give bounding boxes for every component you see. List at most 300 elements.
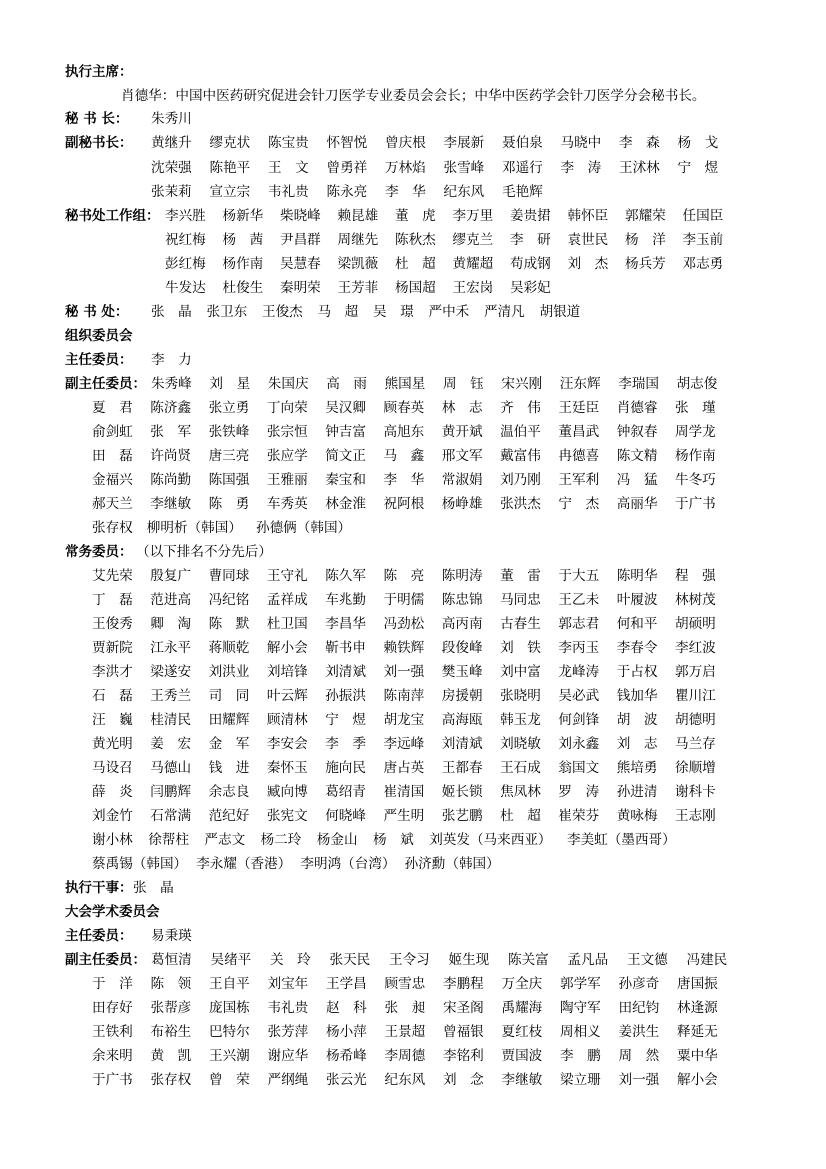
person-name: 李 鹏 [560,1048,601,1064]
person-name: 王芳菲 [337,280,379,296]
person-name: 王自平 [209,976,250,992]
person-name: 朱秀峰 [151,376,192,392]
section-label: 执行主席： [65,64,133,80]
person-name: 陈南萍 [383,688,425,704]
person-name: 黄耀超 [452,256,494,272]
person-name: 李永耀（香港） [196,856,292,872]
person-name: 陈明华 [616,568,658,584]
person-name: 林 志 [441,400,483,416]
person-name: 陈 勇 [208,496,250,512]
person-name: 吴必武 [558,688,600,704]
person-name: 宁 煜 [325,712,366,728]
person-name: 杨金山 [316,832,358,848]
person-name: 杨希峰 [326,1048,367,1064]
organizing-director-row [0,348,826,372]
person-name: 李展新 [443,135,485,151]
person-name: 张云光 [326,1072,367,1088]
person-name: 姜 宏 [150,736,192,752]
organizing-deputy-row [0,492,826,516]
person-name: 叶履波 [616,592,658,608]
person-name: 杜俊生 [222,280,264,296]
section-label: 副主任委员： [65,952,146,968]
person-name: 冯 猛 [616,472,658,488]
person-name: 曾庆根 [385,135,426,151]
person-name: 周继先 [337,232,379,248]
person-name: 顾春英 [383,400,425,416]
deputy-secretary-row [0,156,826,180]
chair-description: 肖德华：中国中医药研究促进会针刀医学专业委员会会长；中华中医药学会针刀医学分会秘书长。 [121,88,706,104]
person-name: 石 磊 [92,688,133,704]
person-name: 钱 进 [208,760,250,776]
person-name: 车秀英 [266,496,308,512]
person-name: 于占权 [616,664,658,680]
person-name: 孙进清 [616,784,658,800]
person-name: 张存权 [150,1072,192,1088]
person-name: 刘金竹 [92,808,133,824]
person-name: 陶守军 [560,1000,601,1016]
person-name: 刘 星 [209,376,251,392]
person-name: 王兴潮 [209,1048,250,1064]
organizing-deputy-row [0,420,826,444]
person-name: 于广书 [675,496,716,512]
person-name: 李瑞国 [618,376,659,392]
standing-committee-row [0,780,826,804]
person-name: 王俊秀 [92,616,133,632]
person-name: 马兰存 [675,736,716,752]
person-name: 李周德 [384,1048,426,1064]
person-name: 刘乃刚 [500,472,541,488]
person-name: 解小会 [266,640,308,656]
person-name: 黄开斌 [441,424,483,440]
academic-deputy-row [0,1068,826,1092]
person-name: 吴 璟 [373,304,414,320]
person-name: 董 雷 [500,568,541,584]
person-name: 王廷臣 [558,400,600,416]
person-name: 陈尚勤 [150,472,192,488]
person-name: 赖铁辉 [383,640,425,656]
person-name: 何晓峰 [325,808,366,824]
person-name: 胡志俊 [676,376,718,392]
executive-officer-row [0,876,826,900]
person-name: 严志文 [204,832,246,848]
person-name: 刘 念 [443,1072,484,1088]
person-name: 崔荣芬 [558,808,600,824]
person-name: 吴汉卿 [325,400,366,416]
section-label: 秘 书 处： [65,304,129,320]
person-name: 王乙未 [558,592,600,608]
person-name: 葛恒清 [151,952,192,968]
person-name: 古春生 [500,616,541,632]
person-name: 林逢源 [677,1000,718,1016]
person-name: 苟成钢 [510,256,551,272]
person-name: 王守礼 [266,568,308,584]
person-name: 李明鸿（台湾） [300,856,396,872]
person-name: 王文德 [627,952,668,968]
person-name: 刘 杰 [567,256,609,272]
person-name: 孙振洪 [325,688,366,704]
person-name: 宋圣阁 [443,1000,484,1016]
person-name: 曾 荣 [209,1072,250,1088]
person-name: 李铭利 [443,1048,484,1064]
academic-committee-title [0,900,826,924]
secretary-general-line [0,107,826,131]
person-name: 杨 斌 [373,832,414,848]
person-name: 杨二玲 [260,832,302,848]
standing-committee-row [0,564,826,588]
person-name: 陈忠锦 [441,592,483,608]
person-name: 纪东风 [443,184,485,200]
person-name: 冯建民 [686,952,728,968]
standing-committee-row [0,756,826,780]
person-name: 温伯平 [500,424,541,440]
section-label: 秘书处工作组： [65,208,160,224]
person-name: 刘一强 [383,664,425,680]
person-name: 刘晓敏 [500,736,541,752]
person-name: 张存权 [92,520,133,536]
person-name: 马晓中 [560,135,602,151]
person-name: 杨兵芳 [625,256,666,272]
person-name: 江永平 [150,640,192,656]
person-name: 宁 煜 [677,160,719,176]
person-name: 臧向博 [266,784,308,800]
person-name: 薛 炎 [92,784,133,800]
person-name: 赵 科 [326,1000,367,1016]
person-name: 吴绪平 [210,952,252,968]
person-name: 冉德喜 [558,448,600,464]
person-name: 姜洪生 [618,1024,660,1040]
person-name: 冯纪铭 [208,592,250,608]
person-name: 吴彩妃 [510,280,551,296]
person-name: 周 钰 [443,376,484,392]
person-name: 顾清林 [266,712,308,728]
person-name: 梁立珊 [560,1072,601,1088]
standing-committee-row [0,708,826,732]
person-name: 严生明 [383,808,425,824]
person-name: 简文正 [325,448,366,464]
person-name: 朱秀川 [151,111,192,127]
person-name: 郭万启 [675,664,716,680]
person-name: 吴慧春 [280,256,321,272]
person-name: 曾福银 [443,1024,484,1040]
person-name: 王石成 [500,760,541,776]
person-name: 许尚贤 [150,448,192,464]
person-name: 顾雪忠 [384,976,426,992]
organizing-committee-title [0,324,826,348]
person-name: 张帮彦 [150,1000,192,1016]
person-name: 缪克兰 [452,232,494,248]
person-name: 马同忠 [500,592,541,608]
person-name: 梁凯薇 [337,256,379,272]
person-name: 马 鑫 [383,448,425,464]
person-name: 陈明涛 [441,568,483,584]
person-name: 余来明 [92,1048,133,1064]
person-name: 焦凤林 [500,784,541,800]
person-name: 李 涛 [560,160,602,176]
person-name: 田耀辉 [208,712,250,728]
person-name: 邓遥行 [502,160,543,176]
organizing-deputy-row [0,396,826,420]
person-name: 韩怀臣 [567,208,609,224]
person-name: 肖德睿 [616,400,658,416]
person-name: 高丙南 [441,616,483,632]
person-name: 田 磊 [92,448,133,464]
person-name: 王学昌 [326,976,367,992]
person-name: 程 强 [675,568,716,584]
person-name: 柴晓峰 [280,208,321,224]
person-name: 粟中华 [677,1048,718,1064]
person-name: 纪东风 [384,1072,426,1088]
person-name: 张应学 [266,448,308,464]
person-name: 黄 凯 [150,1048,192,1064]
person-name: 刘洪业 [208,664,250,680]
person-name: 罗 涛 [558,784,600,800]
person-name: 周相义 [560,1024,601,1040]
person-name: 李继敏 [501,1072,543,1088]
section-label: 副主任委员： [65,376,146,392]
person-name: 刘中富 [500,664,541,680]
person-name: 张 晶 [151,304,192,320]
person-name: 张 昶 [384,1000,426,1016]
person-name: 邢文军 [441,448,483,464]
person-name: 李春令 [616,640,658,656]
person-name: 陈秋杰 [395,232,436,248]
person-name: 庞国栋 [209,1000,250,1016]
person-name: 高旭东 [383,424,425,440]
person-name: 黄光明 [92,736,133,752]
person-name: 唐占英 [383,760,425,776]
person-name: 王都春 [441,760,483,776]
person-name: 胡德明 [675,712,716,728]
person-name: 陈关富 [508,952,549,968]
person-name: 杜 超 [500,808,541,824]
person-name: 孟祥成 [266,592,308,608]
person-name: 李 研 [510,232,551,248]
person-name: 张 晶 [133,880,174,896]
person-name: 张晓明 [500,688,541,704]
person-name: 李昌华 [325,616,366,632]
person-name: 万全庆 [501,976,543,992]
person-name: 王俊杰 [262,304,303,320]
standing-committee-row [0,636,826,660]
person-name: 贾国波 [501,1048,543,1064]
person-name: 李美虹（墨西哥） [567,832,676,848]
person-name: 高丽华 [616,496,658,512]
person-name: 蔡禹锡（韩国） [92,856,188,872]
person-name: 陈济鑫 [150,400,192,416]
person-name: 刘英发（马来西亚） [429,832,552,848]
person-name: 何和平 [616,616,658,632]
person-name: 怀智悦 [326,135,368,151]
person-name: 曾勇祥 [326,160,368,176]
person-name: 夏红枝 [501,1024,543,1040]
organizing-deputy-row [0,444,826,468]
person-name: 钟吉富 [325,424,366,440]
person-name: 万林焰 [385,160,426,176]
person-name: 姜贵捃 [510,208,551,224]
person-name: 樊玉峰 [441,664,483,680]
person-name: 郭耀荣 [625,208,666,224]
person-name: 刘宝年 [267,976,309,992]
person-name: 冯劲松 [383,616,425,632]
person-name: 贾新院 [92,640,133,656]
person-name: 陈文精 [616,448,658,464]
person-name: 李 力 [151,352,192,368]
person-name: 陈 亮 [383,568,425,584]
person-name: 谢科卡 [675,784,716,800]
person-name: 孙济勳（韩国） [404,856,500,872]
person-name: 李继敏 [150,496,192,512]
academic-deputy-row [0,996,826,1020]
person-name: 刘 铁 [500,640,541,656]
person-name: 胡银道 [539,304,581,320]
person-name: 于 洋 [92,976,133,992]
deputy-secretary-row [0,180,826,204]
person-name: 胡硕明 [675,616,716,632]
section-label: 主任委员： [65,928,133,944]
person-name: 翁国文 [558,760,600,776]
person-name: 于广书 [92,1072,133,1088]
person-name: 熊培勇 [616,760,658,776]
person-name: 杨 洋 [625,232,666,248]
secretariat-row [0,300,826,324]
standing-committee-heading [0,540,826,564]
standing-committee-row [0,732,826,756]
secretariat-group-row [0,276,826,300]
person-name: 易秉瑛 [151,928,192,944]
person-name: 张茉莉 [151,184,192,200]
academic-deputy-row [0,948,826,972]
person-name: 孙彦奇 [618,976,660,992]
person-name: 唐国振 [677,976,718,992]
person-name: 高海瓯 [441,712,483,728]
person-name: 杨作南 [675,448,716,464]
person-name: 林树茂 [675,592,716,608]
academic-deputy-row [0,1020,826,1044]
person-name: 瞿川江 [675,688,716,704]
section-label: 主任委员： [65,352,133,368]
person-name: 梁遂安 [150,664,192,680]
person-name: 胡龙宝 [383,712,425,728]
person-name: 齐 伟 [500,400,541,416]
person-name: 刘清斌 [325,664,366,680]
section-label: 秘 书 长： [65,111,129,127]
person-name: 秦明荣 [280,280,321,296]
person-name: 刘清斌 [441,736,483,752]
person-name: 牛冬巧 [675,472,716,488]
person-name: 郝天兰 [92,496,133,512]
standing-committee-row [0,804,826,828]
person-name: 金福兴 [92,472,133,488]
person-name: 张芳萍 [267,1024,309,1040]
person-name: 何剑锋 [558,712,600,728]
section-label: 执行干事： [65,880,133,896]
person-name: 俞剑虹 [92,424,133,440]
person-name: 桂清民 [150,712,192,728]
person-name: 谢小林 [92,832,133,848]
person-name: 刘 志 [616,736,658,752]
person-name: 黄咏梅 [616,808,658,824]
academic-deputy-row [0,1044,826,1068]
standing-committee-row [0,588,826,612]
person-name: 宋兴刚 [501,376,543,392]
person-name: 杨 茜 [222,232,264,248]
person-name: 马 超 [317,304,359,320]
person-name: 马德山 [150,760,192,776]
person-name: 李洪才 [92,664,133,680]
person-name: 余志良 [208,784,250,800]
person-name: 范纪好 [208,808,250,824]
person-name: 刘一强 [618,1072,660,1088]
standing-committee-row [0,660,826,684]
person-name: 韦礼贵 [268,184,309,200]
person-name: 龙峰涛 [558,664,600,680]
person-name: 于明儒 [383,592,425,608]
person-name: 常淑娟 [441,472,483,488]
person-name: 严纲绳 [267,1072,309,1088]
person-name: 李 华 [385,184,426,200]
person-name: 李 华 [383,472,425,488]
person-name: 刘永鑫 [558,736,600,752]
person-name: 汪 巍 [92,712,133,728]
person-name: 李红波 [675,640,716,656]
person-name: 范进高 [150,592,192,608]
person-name: 张宪文 [266,808,308,824]
executive-chair-line [0,84,826,108]
person-name: 秦怀玉 [266,760,308,776]
person-name: 李 森 [619,135,660,151]
person-name: 陈国强 [208,472,250,488]
person-name: 张铁峰 [208,424,250,440]
person-name: 钱加华 [616,688,658,704]
academic-director-row [0,924,826,948]
person-name: 葛绍青 [325,784,366,800]
person-name: 杨峥雄 [441,496,483,512]
person-name: 杨国超 [395,280,436,296]
person-name: 丁 磊 [92,592,133,608]
section-label: 副秘书长： [65,135,133,151]
person-name: 陈永亮 [326,184,368,200]
person-name: 王令习 [389,952,430,968]
person-name: 徐顺增 [675,760,716,776]
person-name: 王雅丽 [266,472,308,488]
secretariat-group-row [0,252,826,276]
person-name: 姬生现 [448,952,490,968]
person-name: 唐三亮 [208,448,250,464]
person-name: 朱国庆 [267,376,309,392]
academic-deputy-row [0,972,826,996]
person-name: 林金淮 [325,496,366,512]
person-name: 周学龙 [675,424,716,440]
organizing-deputy-row [0,372,826,396]
person-name: 张艺鹏 [441,808,483,824]
person-name: 金 军 [208,736,250,752]
person-name: 韩玉龙 [500,712,541,728]
person-name: 于大五 [558,568,600,584]
person-name: 张 军 [150,424,192,440]
person-name: 缪克状 [209,135,251,151]
person-name: 马设召 [92,760,133,776]
secretariat-group-row [0,204,826,228]
person-name: 郭学军 [560,976,601,992]
person-name: 陈 领 [150,976,192,992]
person-name: 宁 杰 [558,496,600,512]
person-name: 杜 超 [395,256,436,272]
person-name: 郭志君 [558,616,600,632]
person-name: 陈久军 [325,568,366,584]
person-name: 邓志勇 [682,256,724,272]
person-name: 杨 戈 [677,135,719,151]
deputy-secretary-row [0,131,826,155]
